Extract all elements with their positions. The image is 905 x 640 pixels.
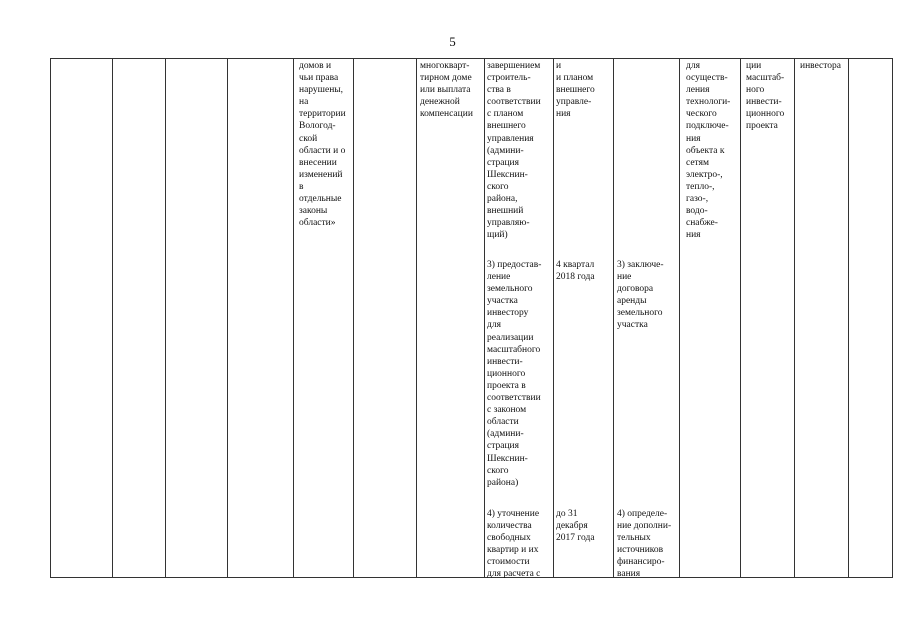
column-divider (112, 59, 113, 577)
column-divider (484, 59, 485, 577)
table-cell: 3) предостав- ление земельного участка инвестору для реализации масштабного инвести- ционного проекта в соответствии с законом области (админи- страция Шекснин- ского района) (487, 260, 542, 488)
column-divider (679, 59, 680, 577)
table-cell: инвестора (800, 61, 842, 71)
table-cell: завершением строитель- ства в соответствии с планом внешнего управления (админи- страция Шекснин- ского района, внешний управляю- щий) (487, 61, 541, 241)
table-cell: 4) определе- ние дополни- тельных источников финансиро- вания (617, 509, 672, 580)
column-divider (353, 59, 354, 577)
column-divider (613, 59, 614, 577)
table (50, 58, 893, 578)
column-divider (740, 59, 741, 577)
column-divider (165, 59, 166, 577)
table-cell: 4 квартал 2018 года (556, 260, 595, 283)
column-divider (794, 59, 795, 577)
table-cell: для осуществ- ления технологи- ческого подключе- ния объекта к сетям электро-, тепло-, газо-, водо- снабже- ния (686, 61, 731, 241)
column-divider (416, 59, 417, 577)
table-cell: многокварт- тирном доме или выплата денежной компенсации (420, 61, 473, 120)
table-cell: до 31 декабря 2017 года (556, 509, 595, 544)
table-cell: 3) заключе- ние договора аренды земельного участка (617, 260, 664, 331)
page-number: 5 (449, 34, 456, 49)
table-cell: ции масштаб- ного инвести- ционного проекта (746, 61, 785, 132)
table-cell: и и планом внешнего управле- ния (556, 61, 595, 120)
column-divider (848, 59, 849, 577)
column-divider (553, 59, 554, 577)
column-divider (227, 59, 228, 577)
table-cell: домов и чьи права нарушены, на территории Вологод- ской области и о внесении изменений в отдельные законы области» (299, 61, 346, 229)
column-divider (293, 59, 294, 577)
table-cell: 4) уточнение количества свободных квартир и их стоимости для расчета с (487, 509, 541, 580)
